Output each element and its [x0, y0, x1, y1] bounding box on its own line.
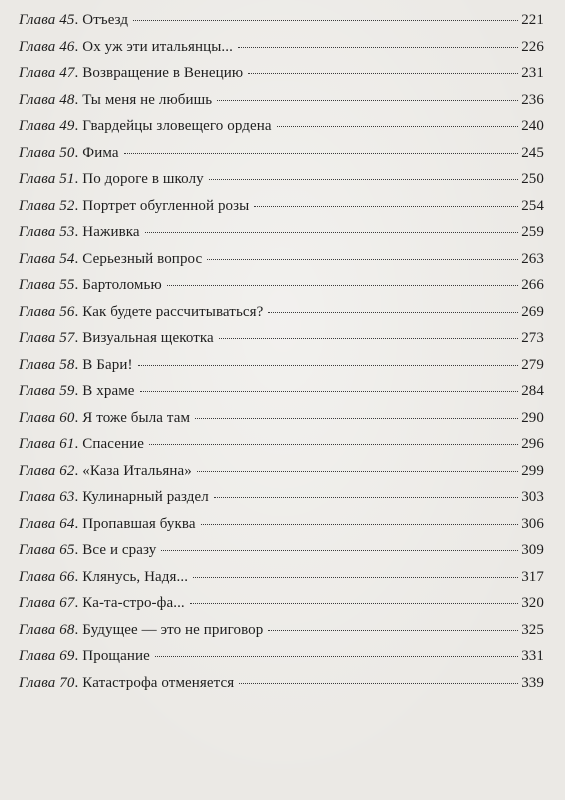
toc-entry — [19, 383, 544, 410]
chapter-title: Серьезный вопрос — [82, 250, 203, 267]
toc-entry — [19, 198, 544, 225]
chapter-title: Отъезд — [82, 12, 129, 28]
toc-entry — [19, 410, 544, 437]
dot-leader — [238, 47, 518, 48]
toc-entry — [19, 251, 544, 278]
chapter-separator: . — [74, 409, 79, 426]
chapter-title: В Бари! — [82, 356, 133, 373]
chapter-title: В храме — [82, 383, 135, 399]
page-number: 221 — [521, 12, 544, 28]
chapter-word: Глава — [19, 462, 56, 479]
toc-entry — [19, 569, 544, 596]
chapter-separator: . — [74, 383, 79, 399]
dot-leader — [219, 338, 518, 339]
chapter-separator: . — [74, 197, 79, 214]
chapter-number: 62 — [59, 462, 75, 479]
chapter-title: Все и сразу — [82, 542, 157, 558]
chapter-number: 70 — [59, 674, 75, 691]
chapter-title: Наживка — [82, 224, 140, 240]
chapter-word: Глава — [19, 303, 56, 320]
dot-leader — [124, 153, 519, 154]
page-number: 306 — [521, 515, 544, 532]
toc-entry — [19, 65, 544, 92]
chapter-title: Кулинарный раздел — [82, 489, 209, 505]
dot-leader — [254, 206, 518, 207]
chapter-title: Фима — [82, 144, 119, 161]
chapter-number: 47 — [59, 65, 75, 81]
chapter-word: Глава — [19, 91, 56, 108]
toc-entry — [19, 595, 544, 622]
toc-entry — [19, 648, 544, 675]
page-number: 269 — [521, 303, 544, 320]
page-number: 259 — [521, 224, 544, 240]
chapter-separator: . — [74, 224, 79, 240]
chapter-separator: . — [74, 330, 79, 346]
chapter-word: Глава — [19, 171, 56, 187]
chapter-separator: . — [74, 144, 79, 161]
page-number: 245 — [521, 144, 544, 161]
chapter-word: Глава — [19, 330, 56, 346]
page-number: 284 — [521, 383, 544, 399]
chapter-separator: . — [74, 515, 79, 532]
chapter-separator: . — [74, 250, 79, 267]
dot-leader — [161, 550, 518, 551]
chapter-separator: . — [74, 65, 79, 81]
page-number: 290 — [521, 409, 544, 426]
dot-leader — [167, 285, 518, 286]
chapter-number: 65 — [59, 542, 75, 558]
chapter-separator: . — [74, 171, 79, 187]
chapter-word: Глава — [19, 436, 56, 452]
chapter-title: Я тоже была там — [82, 409, 191, 426]
page-number: 263 — [521, 250, 544, 267]
dot-leader — [190, 603, 518, 604]
toc-entry — [19, 304, 544, 331]
chapter-separator: . — [74, 91, 79, 108]
dot-leader — [214, 497, 518, 498]
toc-entry — [19, 675, 544, 702]
toc-entry — [19, 12, 544, 39]
dot-leader — [155, 656, 518, 657]
chapter-word: Глава — [19, 383, 56, 399]
chapter-word: Глава — [19, 250, 56, 267]
chapter-title: Гвардейцы зловещего ордена — [82, 118, 272, 134]
page-number: 254 — [521, 197, 544, 214]
chapter-number: 53 — [59, 224, 75, 240]
chapter-word: Глава — [19, 118, 56, 134]
page-number: 296 — [521, 436, 544, 452]
chapter-word: Глава — [19, 674, 56, 691]
chapter-separator: . — [74, 462, 79, 479]
page-number: 320 — [521, 595, 544, 611]
dot-leader — [193, 577, 518, 578]
chapter-number: 46 — [59, 38, 75, 55]
chapter-number: 57 — [59, 330, 75, 346]
page-number: 250 — [521, 171, 544, 187]
chapter-number: 68 — [59, 621, 75, 638]
chapter-separator: . — [74, 568, 79, 585]
chapter-separator: . — [74, 489, 79, 505]
dot-leader — [133, 20, 518, 21]
chapter-title: Ох уж эти итальянцы... — [82, 38, 233, 55]
chapter-word: Глава — [19, 595, 56, 611]
chapter-title: Ты меня не любишь — [82, 91, 213, 108]
dot-leader — [138, 365, 519, 366]
toc-entry — [19, 436, 544, 463]
toc-entry — [19, 118, 544, 145]
chapter-word: Глава — [19, 621, 56, 638]
dot-leader — [217, 100, 518, 101]
chapter-separator: . — [74, 542, 79, 558]
chapter-number: 60 — [59, 409, 75, 426]
page-number: 325 — [521, 621, 544, 638]
chapter-separator: . — [74, 356, 79, 373]
chapter-number: 58 — [59, 356, 75, 373]
chapter-title: По дороге в школу — [82, 171, 204, 187]
toc-entry — [19, 542, 544, 569]
toc-entry — [19, 171, 544, 198]
chapter-word: Глава — [19, 409, 56, 426]
chapter-word: Глава — [19, 144, 56, 161]
chapter-number: 50 — [59, 144, 75, 161]
dot-leader — [149, 444, 518, 445]
chapter-number: 45 — [59, 12, 75, 28]
chapter-title: Клянусь, Надя... — [82, 568, 189, 585]
chapter-number: 67 — [59, 595, 75, 611]
table-of-contents — [19, 12, 544, 701]
chapter-word: Глава — [19, 356, 56, 373]
page-number: 317 — [521, 568, 544, 585]
dot-leader — [145, 232, 519, 233]
chapter-title: Спасение — [82, 436, 144, 452]
page-number: 299 — [521, 462, 544, 479]
chapter-title: Прощание — [82, 648, 150, 664]
dot-leader — [248, 73, 518, 74]
chapter-number: 48 — [59, 91, 75, 108]
chapter-title: Будущее — это не приговор — [82, 621, 264, 638]
chapter-separator: . — [74, 38, 79, 55]
toc-entry — [19, 516, 544, 543]
chapter-title: Ка-та-стро-фа... — [82, 595, 185, 611]
toc-entry — [19, 622, 544, 649]
chapter-number: 64 — [59, 515, 75, 532]
chapter-number: 54 — [59, 250, 75, 267]
chapter-title: Катастрофа отменяется — [82, 674, 235, 691]
dot-leader — [197, 471, 518, 472]
chapter-word: Глава — [19, 489, 56, 505]
chapter-number: 51 — [59, 171, 75, 187]
page-number: 226 — [521, 38, 544, 55]
dot-leader — [207, 259, 518, 260]
chapter-word: Глава — [19, 542, 56, 558]
toc-entry — [19, 357, 544, 384]
chapter-word: Глава — [19, 515, 56, 532]
chapter-number: 56 — [59, 303, 75, 320]
chapter-separator: . — [74, 648, 79, 664]
toc-entry — [19, 330, 544, 357]
page-number: 236 — [521, 91, 544, 108]
toc-entry — [19, 145, 544, 172]
chapter-separator: . — [74, 12, 79, 28]
page-number: 266 — [521, 277, 544, 293]
chapter-word: Глава — [19, 648, 56, 664]
chapter-number: 61 — [59, 436, 75, 452]
chapter-title: «Каза Итальяна» — [82, 462, 192, 479]
chapter-title: Визуальная щекотка — [82, 330, 214, 346]
chapter-number: 55 — [59, 277, 75, 293]
chapter-separator: . — [74, 621, 79, 638]
chapter-number: 52 — [59, 197, 75, 214]
page-number: 331 — [521, 648, 544, 664]
chapter-title: Возвращение в Венецию — [82, 65, 244, 81]
page-number: 273 — [521, 330, 544, 346]
chapter-word: Глава — [19, 65, 56, 81]
chapter-word: Глава — [19, 568, 56, 585]
chapter-separator: . — [74, 436, 79, 452]
dot-leader — [268, 312, 518, 313]
dot-leader — [268, 630, 518, 631]
chapter-word: Глава — [19, 197, 56, 214]
toc-entry — [19, 489, 544, 516]
chapter-separator: . — [74, 303, 79, 320]
chapter-title: Как будете рассчитываться? — [82, 303, 264, 320]
dot-leader — [201, 524, 519, 525]
chapter-number: 69 — [59, 648, 75, 664]
chapter-word: Глава — [19, 277, 56, 293]
page-number: 339 — [521, 674, 544, 691]
page-number: 309 — [521, 542, 544, 558]
chapter-word: Глава — [19, 38, 56, 55]
chapter-title: Пропавшая буква — [82, 515, 196, 532]
page-number: 240 — [521, 118, 544, 134]
page-number: 303 — [521, 489, 544, 505]
chapter-separator: . — [74, 674, 79, 691]
dot-leader — [140, 391, 519, 392]
dot-leader — [209, 179, 518, 180]
chapter-number: 63 — [59, 489, 75, 505]
chapter-number: 59 — [59, 383, 75, 399]
toc-entry — [19, 463, 544, 490]
chapter-title: Бартоломью — [82, 277, 162, 293]
chapter-number: 49 — [59, 118, 75, 134]
chapter-separator: . — [74, 595, 79, 611]
page-number: 279 — [521, 356, 544, 373]
dot-leader — [277, 126, 519, 127]
toc-entry — [19, 224, 544, 251]
chapter-number: 66 — [59, 568, 75, 585]
chapter-separator: . — [74, 277, 79, 293]
chapter-word: Глава — [19, 224, 56, 240]
toc-entry — [19, 39, 544, 66]
dot-leader — [239, 683, 518, 684]
toc-entry — [19, 92, 544, 119]
toc-entry — [19, 277, 544, 304]
chapter-word: Глава — [19, 12, 56, 28]
dot-leader — [195, 418, 518, 419]
page-number: 231 — [521, 65, 544, 81]
chapter-title: Портрет обугленной розы — [82, 197, 250, 214]
chapter-separator: . — [74, 118, 79, 134]
